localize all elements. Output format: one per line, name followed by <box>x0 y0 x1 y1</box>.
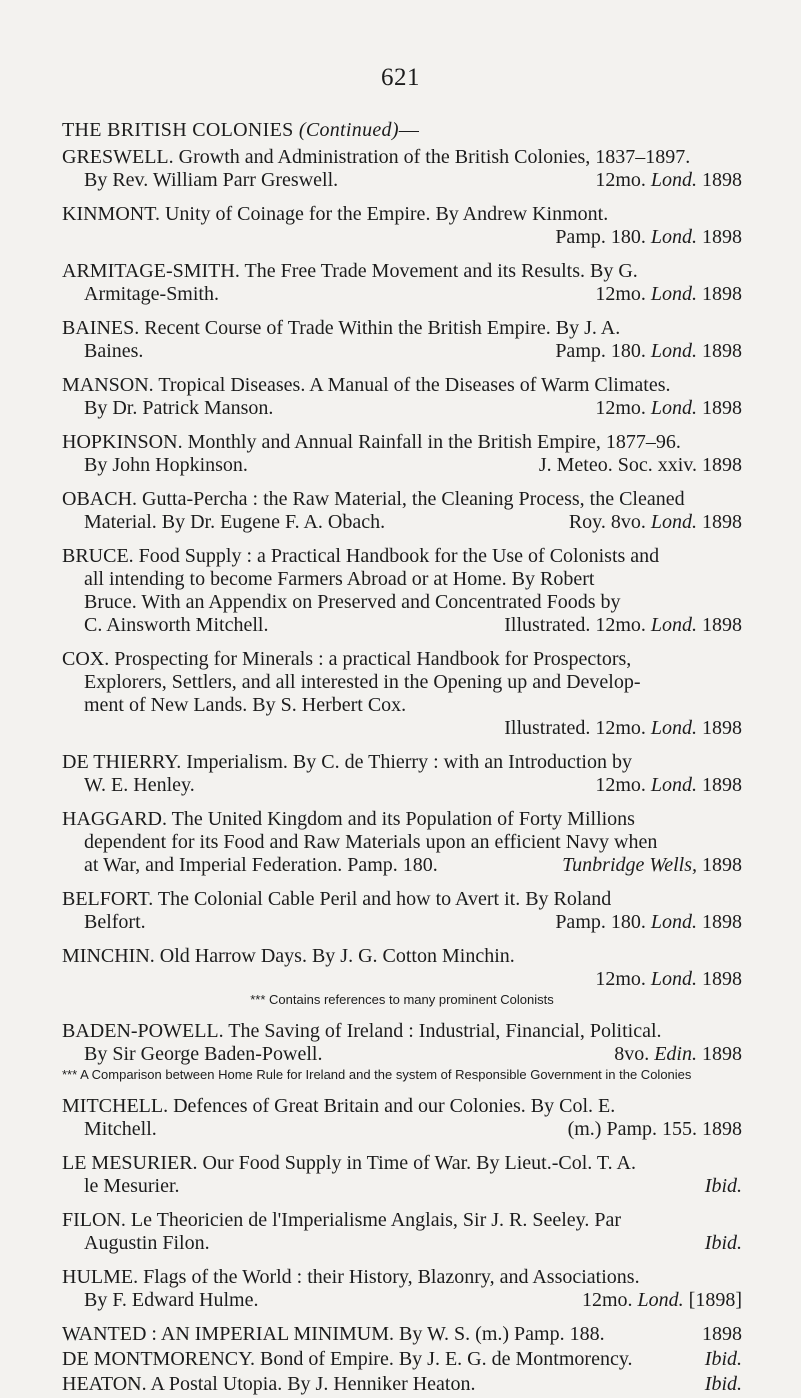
entry-first-line: HULME. Flags of the World : their History, Blazonry, and Associations. <box>62 1266 640 1288</box>
entry-author: Mitchell. <box>84 1118 157 1140</box>
page-number: 621 <box>381 64 420 91</box>
entry-continuation-line: dependent for its Food and Raw Materials upon an efficient Navy when <box>84 831 658 853</box>
entry-format: Illustrated. 12mo. <box>504 614 651 636</box>
entry-first-line: GRESWELL. Growth and Administration of the British Colonies, 1837–1897. <box>62 146 691 168</box>
entry-format: Pamp. 180. <box>555 911 651 933</box>
entry-year: Ibid. <box>704 1348 742 1370</box>
bibliography-list <box>62 146 742 1398</box>
entry-format: Illustrated. 12mo. <box>504 717 651 739</box>
bibliography-entry <box>62 648 742 740</box>
entry-first-line: BAINES. Recent Course of Trade Within the British Empire. By J. A. <box>62 317 621 339</box>
entry-publication <box>705 1232 742 1255</box>
entry-year: 1898 <box>702 340 742 362</box>
bibliography-entry <box>62 260 742 306</box>
entry-author: C. Ainsworth Mitchell. <box>84 614 269 636</box>
entry-first-line: OBACH. Gutta-Percha : the Raw Material, the Cleaning Process, the Cleaned <box>62 488 685 510</box>
bibliography-entry <box>62 1323 742 1346</box>
entry-publication-row <box>62 397 742 420</box>
bibliography-entry <box>62 808 742 877</box>
entry-first-line: MITCHELL. Defences of Great Britain and our Colonies. By Col. E. <box>62 1095 616 1117</box>
bibliography-entry <box>62 488 742 534</box>
entry-publication <box>614 1043 742 1066</box>
entry-place: Lond. <box>650 774 702 796</box>
bibliography-entry <box>62 374 742 420</box>
entry-format: 12mo. <box>595 283 651 305</box>
entry-publication-row <box>62 717 742 740</box>
entry-first-line: HEATON. A Postal Utopia. By J. Henniker Heaton. <box>62 1373 476 1395</box>
entry-publication <box>595 169 742 192</box>
entry-author: le Mesurier. <box>84 1175 180 1197</box>
entry-first-line: COX. Prospecting for Minerals : a practical Handbook for Prospectors, <box>62 648 632 670</box>
entry-author: By F. Edward Hulme. <box>84 1289 259 1311</box>
entry-year: [1898] <box>688 1289 742 1311</box>
entry-continuation-line: ment of New Lands. By S. Herbert Cox. <box>84 694 407 716</box>
entry-author: Baines. <box>84 340 144 362</box>
entry-publication-row <box>62 226 742 249</box>
entry-format: (m.) Pamp. 155. <box>567 1118 702 1140</box>
entry-author: By Dr. Patrick Manson. <box>84 397 274 419</box>
entry-publication <box>504 614 742 637</box>
entry-publication-row <box>62 1043 742 1066</box>
entry-author: Belfort. <box>84 911 146 933</box>
entry-place: Lond. <box>650 226 702 248</box>
bibliography-entry <box>62 1095 742 1141</box>
entry-place: Lond. <box>650 169 702 191</box>
entry-year: 1898 <box>702 1043 742 1065</box>
entry-author: at War, and Imperial Federation. Pamp. 180. <box>84 854 438 876</box>
entry-publication <box>595 968 742 991</box>
entry-publication <box>562 854 742 877</box>
entry-publication-row <box>62 1118 742 1141</box>
entry-continuation-line: all intending to become Farmers Abroad or at Home. By Robert <box>84 568 595 590</box>
entry-author: By John Hopkinson. <box>84 454 248 476</box>
entry-author: W. E. Henley. <box>84 774 195 796</box>
entry-publication <box>555 226 742 249</box>
bibliography-entry <box>62 1373 742 1396</box>
entry-publication <box>568 1118 742 1141</box>
entry-format: 12mo. <box>595 968 651 990</box>
entry-year: 1898 <box>702 854 742 876</box>
bibliography-entry <box>62 545 742 637</box>
bibliography-entry <box>62 1266 742 1312</box>
entry-publication-row <box>62 511 742 534</box>
entry-author: Armitage-Smith. <box>84 283 219 305</box>
entry-publication-row <box>62 968 742 991</box>
entry-year: 1898 <box>702 283 742 305</box>
entry-place: Lond. <box>650 511 702 533</box>
entry-first-line: WANTED : AN IMPERIAL MINIMUM. By W. S. (m.) Pamp. 188. <box>62 1323 605 1345</box>
entry-year: 1898 <box>702 774 742 796</box>
entry-place: Edin. <box>654 1043 702 1065</box>
entry-format: 12mo. <box>595 397 651 419</box>
entry-year: 1898 <box>702 614 742 636</box>
entry-year: 1898 <box>702 169 742 191</box>
entry-format: 12mo. <box>595 169 651 191</box>
entry-place: Lond. <box>650 717 702 739</box>
entry-first-line: MANSON. Tropical Diseases. A Manual of the Diseases of Warm Climates. <box>62 374 671 396</box>
bibliography-entry <box>62 1020 742 1066</box>
entry-note: *** Contains references to many prominent Colonists <box>250 992 554 1007</box>
entry-format: 12mo. <box>581 1289 638 1311</box>
entry-first-line: ARMITAGE-SMITH. The Free Trade Movement and its Results. By G. <box>62 260 638 282</box>
heading-continued: (Continued) <box>298 119 399 141</box>
entry-year: 1898 <box>702 717 742 739</box>
bibliography-entry <box>62 431 742 477</box>
bibliography-entry <box>62 1152 742 1198</box>
entry-format: Pamp. 180. <box>555 340 651 362</box>
entry-year: 1898 <box>702 397 742 419</box>
bibliography-entry <box>62 1209 742 1255</box>
entry-format: J. Meteo. Soc. xxiv. <box>538 454 702 476</box>
entry-first-line: HAGGARD. The United Kingdom and its Population of Forty Millions <box>62 808 635 830</box>
entry-publication <box>504 717 742 740</box>
entry-publication <box>705 1175 742 1198</box>
entry-publication-row <box>62 614 742 637</box>
entry-year: 1898 <box>702 911 742 933</box>
entry-place: Ibid. <box>704 1175 742 1197</box>
section-heading <box>62 119 419 142</box>
entry-note: *** A Comparison between Home Rule for Ireland and the system of Responsible Government in the Colonies <box>62 1067 692 1082</box>
entry-publication-row <box>62 774 742 797</box>
entry-publication <box>595 283 742 306</box>
entry-place: Lond. <box>637 1289 689 1311</box>
bibliography-entry <box>62 751 742 797</box>
entry-place: Lond. <box>650 614 702 636</box>
entry-first-line: DE MONTMORENCY. Bond of Empire. By J. E. G. de Montmorency. <box>62 1348 633 1370</box>
bibliography-entry <box>62 203 742 249</box>
entry-publication-row <box>62 1175 742 1198</box>
entry-publication <box>569 511 742 534</box>
bibliography-entry <box>62 888 742 934</box>
entry-publication-row <box>62 283 742 306</box>
entry-publication-row <box>62 340 742 363</box>
entry-author: Material. By Dr. Eugene F. A. Obach. <box>84 511 386 533</box>
entry-publication-row <box>62 1289 742 1312</box>
entry-year: 1898 <box>702 454 742 476</box>
entry-place: Lond. <box>650 968 702 990</box>
entry-publication-row <box>62 1232 742 1255</box>
entry-publication-row <box>62 854 742 877</box>
entry-first-line: BRUCE. Food Supply : a Practical Handbook for the Use of Colonists and <box>62 545 660 567</box>
bibliography-entry <box>62 1348 742 1371</box>
entry-place: Ibid. <box>704 1232 742 1254</box>
heading-dash: — <box>398 119 420 141</box>
entry-publication <box>595 774 742 797</box>
entry-year: 1898 <box>702 968 742 990</box>
entry-author: By Rev. William Parr Greswell. <box>84 169 339 191</box>
entry-first-line: HOPKINSON. Monthly and Annual Rainfall in the British Empire, 1877–96. <box>62 431 681 453</box>
entry-continuation-line: Bruce. With an Appendix on Preserved and Concentrated Foods by <box>84 591 621 613</box>
entry-year: 1898 <box>702 1323 742 1345</box>
entry-year: 1898 <box>702 511 742 533</box>
entry-year: Ibid. <box>704 1373 742 1395</box>
entry-first-line: BADEN-POWELL. The Saving of Ireland : Industrial, Financial, Political. <box>62 1020 662 1042</box>
bibliography-entry <box>62 317 742 363</box>
entry-continuation-line: Explorers, Settlers, and all interested in the Opening up and Develop- <box>84 671 641 693</box>
entry-place: Lond. <box>650 911 702 933</box>
entry-first-line: LE MESURIER. Our Food Supply in Time of War. By Lieut.-Col. T. A. <box>62 1152 636 1174</box>
heading-text: THE BRITISH COLONIES <box>62 119 294 141</box>
entry-publication <box>555 340 742 363</box>
entry-publication <box>582 1289 742 1312</box>
entry-author: By Sir George Baden-Powell. <box>84 1043 323 1065</box>
entry-first-line: KINMONT. Unity of Coinage for the Empire. By Andrew Kinmont. <box>62 203 609 225</box>
bibliography-entry <box>62 146 742 192</box>
entry-publication <box>595 397 742 420</box>
entry-format: 8vo. <box>614 1043 655 1065</box>
entry-first-line: MINCHIN. Old Harrow Days. By J. G. Cotton Minchin. <box>62 945 515 967</box>
entry-author: Augustin Filon. <box>84 1232 210 1254</box>
entry-publication-row <box>62 169 742 192</box>
entry-first-line: DE THIERRY. Imperialism. By C. de Thierry : with an Introduction by <box>62 751 632 773</box>
entry-format: 12mo. <box>595 774 651 796</box>
entry-place: Lond. <box>650 397 702 419</box>
entry-year: 1898 <box>702 226 742 248</box>
entry-publication <box>555 911 742 934</box>
entry-publication-row <box>62 454 742 477</box>
entry-publication <box>539 454 742 477</box>
entry-format: Pamp. 180. <box>555 226 651 248</box>
entry-place: Tunbridge Wells, <box>562 854 702 876</box>
entry-format: Roy. 8vo. <box>568 511 651 533</box>
bibliography-entry <box>62 945 742 991</box>
entry-year: 1898 <box>702 1118 742 1140</box>
entry-first-line: BELFORT. The Colonial Cable Peril and how to Avert it. By Roland <box>62 888 612 910</box>
entry-place: Lond. <box>650 340 702 362</box>
entry-first-line: FILON. Le Theoricien de l'Imperialisme Anglais, Sir J. R. Seeley. Par <box>62 1209 622 1231</box>
entry-publication-row <box>62 911 742 934</box>
entry-place: Lond. <box>650 283 702 305</box>
